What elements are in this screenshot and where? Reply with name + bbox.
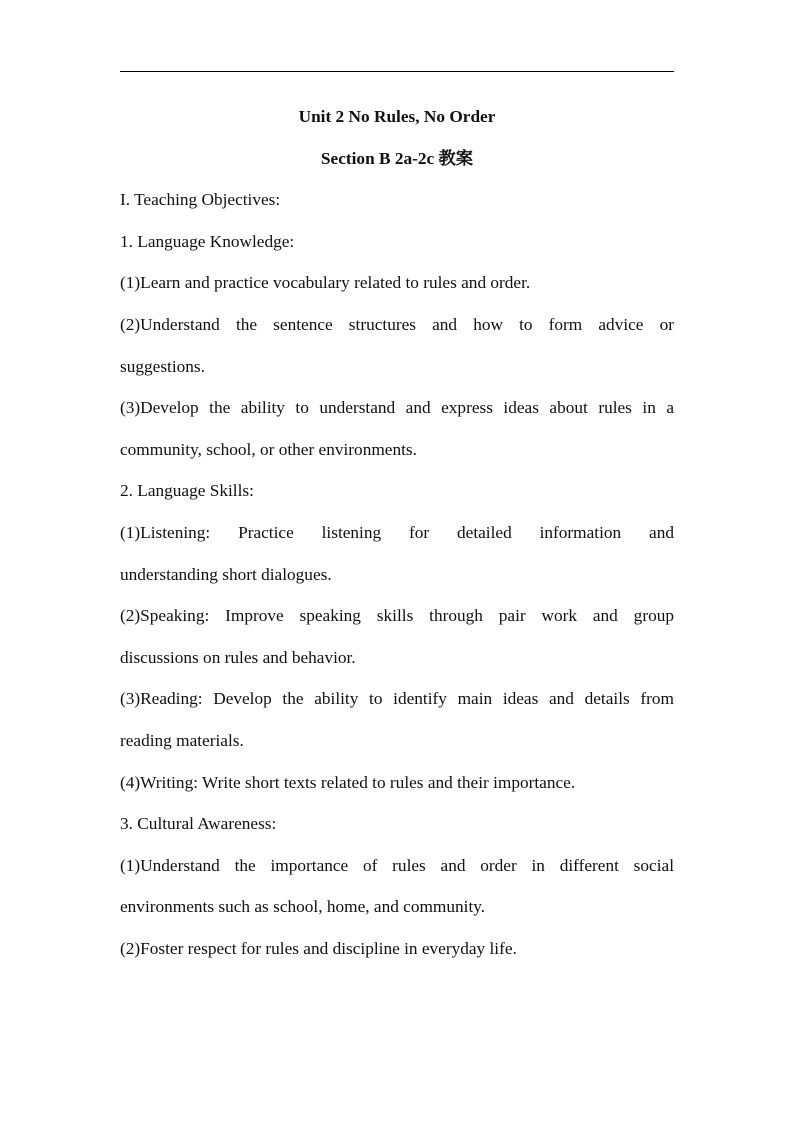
text-line: (2)Speaking: Improve speaking skills through pair work and group bbox=[120, 606, 674, 626]
text-line: 1. Language Knowledge: bbox=[120, 231, 295, 251]
text-line: (1)Learn and practice vocabulary related to rules and order. bbox=[120, 273, 531, 293]
text-line: suggestions. bbox=[120, 356, 205, 376]
text-line: (3)Develop the ability to understand and express ideas about rules in a bbox=[120, 398, 674, 418]
text-line: (2)Understand the sentence structures and how to form advice or bbox=[120, 314, 674, 334]
document-body bbox=[120, 102, 674, 975]
text-line: community, school, or other environments. bbox=[120, 439, 417, 459]
text-line: 3. Cultural Awareness: bbox=[120, 814, 277, 834]
text-line: (2)Foster respect for rules and discipline in everyday life. bbox=[120, 938, 517, 958]
text-line: reading materials. bbox=[120, 730, 244, 750]
document-title: Unit 2 No Rules, No Order bbox=[298, 107, 496, 126]
text-line: (1)Understand the importance of rules and order in different social bbox=[120, 855, 674, 875]
text-line: discussions on rules and behavior. bbox=[120, 647, 356, 667]
header-rule bbox=[120, 71, 674, 72]
text-line: environments such as school, home, and community. bbox=[120, 897, 486, 917]
text-line: (1)Listening: Practice listening for detailed information and bbox=[120, 522, 674, 542]
text-line: (3)Reading: Develop the ability to identify main ideas and details from bbox=[120, 689, 674, 709]
objectives-list bbox=[120, 185, 674, 975]
text-line: I. Teaching Objectives: bbox=[120, 190, 281, 210]
text-line: understanding short dialogues. bbox=[120, 564, 332, 584]
text-line: (4)Writing: Write short texts related to rules and their importance. bbox=[120, 772, 576, 792]
text-line: 2. Language Skills: bbox=[120, 481, 254, 501]
document-subtitle: Section B 2a-2c 教案 bbox=[320, 148, 474, 168]
